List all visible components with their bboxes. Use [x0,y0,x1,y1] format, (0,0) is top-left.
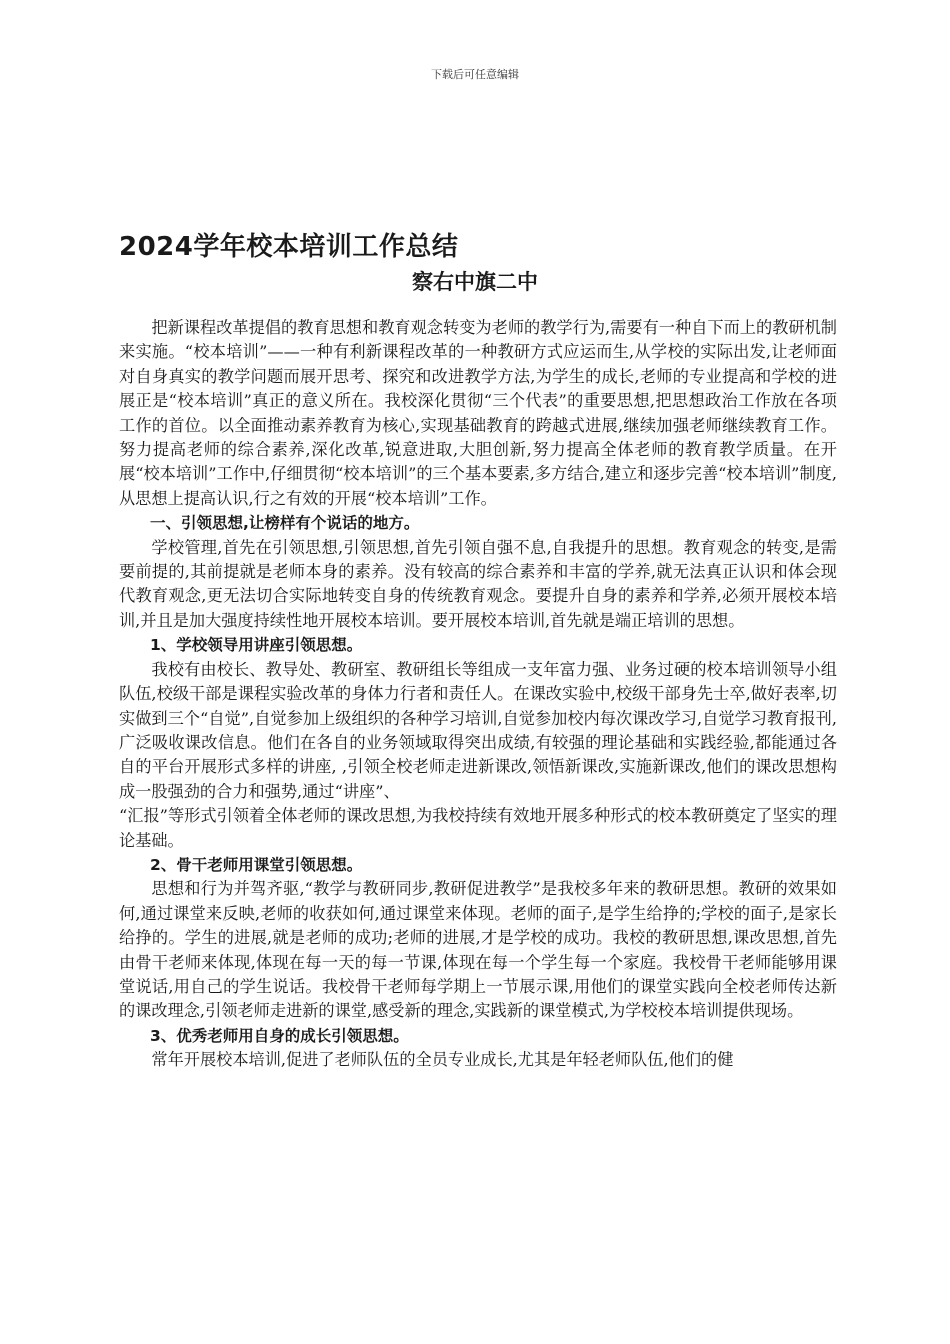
subsection-1-1-paragraph: 我校有由校长、教导处、教研室、教研组长等组成一支年富力强、业务过硬的校本培训领导小组队伍,校级干部是课程实验改革的身体力行者和责任人。在课改实验中,校级干部身先士卒,做好表率,切实做到三个“自觉”,自觉参加上级组织的各种学习培训,自觉参加校内每次课改学习,自觉学习教育报刊,广泛吸收课改信息。他们在各自的业务领域取得突出成绩,有较强的理论基础和实践经验,都能通过各自的平台开展形式多样的讲座, ,引领全校老师走进新课改,领悟新课改,实施新课改,他们的课改思想构成一股强劲的合力和强势,通过“讲座”、 [119,659,837,801]
intro-paragraph: 把新课程改革提倡的教育思想和教育观念转变为老师的教学行为,需要有一种自下而上的教研机制来实施。“校本培训”——一种有利新课程改革的一种教研方式应运而生,从学校的实际出发,让老师面对自身真实的教学问题而展开思考、探究和改进教学方法,为学生的成长,老师的专业提高和学校的进展正是“校本培训”真正的意义所在。我校深化贯彻“三个代表”的重要思想,把思想政治工作放在各项工作的首位。以全面推动素养教育为核心,实现基础教育的跨越式进展,继续加强老师继续教育工作。努力提高老师的综合素养,深化改革,锐意进取,大胆创新,努力提高全体老师的教育教学质量。在开展“校本培训”工作中,仔细贯彻“校本培训”的三个基本要素,多方结合,建立和逐步完善“校本培训”制度,从思想上提高认识,行之有效的开展“校本培训”工作。 [119,318,837,508]
subsection-heading-1-3: 3、优秀老师用自身的成长引领思想。 [150,1026,409,1045]
subsection-1-2-paragraph: 思想和行为并驾齐驱,“教学与教研同步,教研促进教学”是我校多年来的教研思想。教研的效果如何,通过课堂来反映,老师的收获如何,通过课堂来体现。老师的面子,是学生给挣的;学校的面子,是家长给挣的。学生的进展,就是老师的成功;老师的进展,才是学校的成功。我校的教研思想,课改思想,首先由骨干老师来体现,体现在每一天的每一节课,体现在每一个学生每一个家庭。我校骨干老师能够用课堂说话,用自己的学生说话。我校骨干老师每学期上一节展示课,用他们的课堂实践向全校老师传达新的课改理念,引领老师走进新的课堂,感受新的理念,实践新的课堂模式,为学校校本培训提供现场。 [119,879,837,1021]
section-heading-1: 一、引领思想,让榜样有个说话的地方。 [150,514,420,533]
document-body [119,316,837,1073]
subsection-heading-1-1: 1、学校领导用讲座引领思想。 [150,636,363,655]
document-subtitle: 察右中旗二中 [412,270,538,294]
header-note: 下载后可任意编辑 [431,68,519,81]
subsection-heading-1-2: 2、骨干老师用课堂引领思想。 [150,855,363,874]
subsection-1-1-paragraph-continued: “汇报”等形式引领着全体老师的课改思想,为我校持续有效地开展多种形式的校本教研奠定了坚实的理论基础。 [119,806,837,850]
subsection-1-3-paragraph: 常年开展校本培训,促进了老师队伍的全员专业成长,尤其是年轻老师队伍,他们的健 [151,1050,734,1070]
document-title: 2024学年校本培训工作总结 [119,232,459,262]
section-1-paragraph: 学校管理,首先在引领思想,引领思想,首先引领自强不息,自我提升的思想。教育观念的转变,是需要前提的,其前提就是老师本身的素养。没有较高的综合素养和丰富的学养,就无法真正认识和体会现代教育观念,更无法切合实际地转变自身的传统教育观念。要提升自身的素养和学养,必须开展校本培训,并且是加大强度持续性地开展校本培训。要开展校本培训,首先就是端正培训的思想。 [119,537,837,630]
